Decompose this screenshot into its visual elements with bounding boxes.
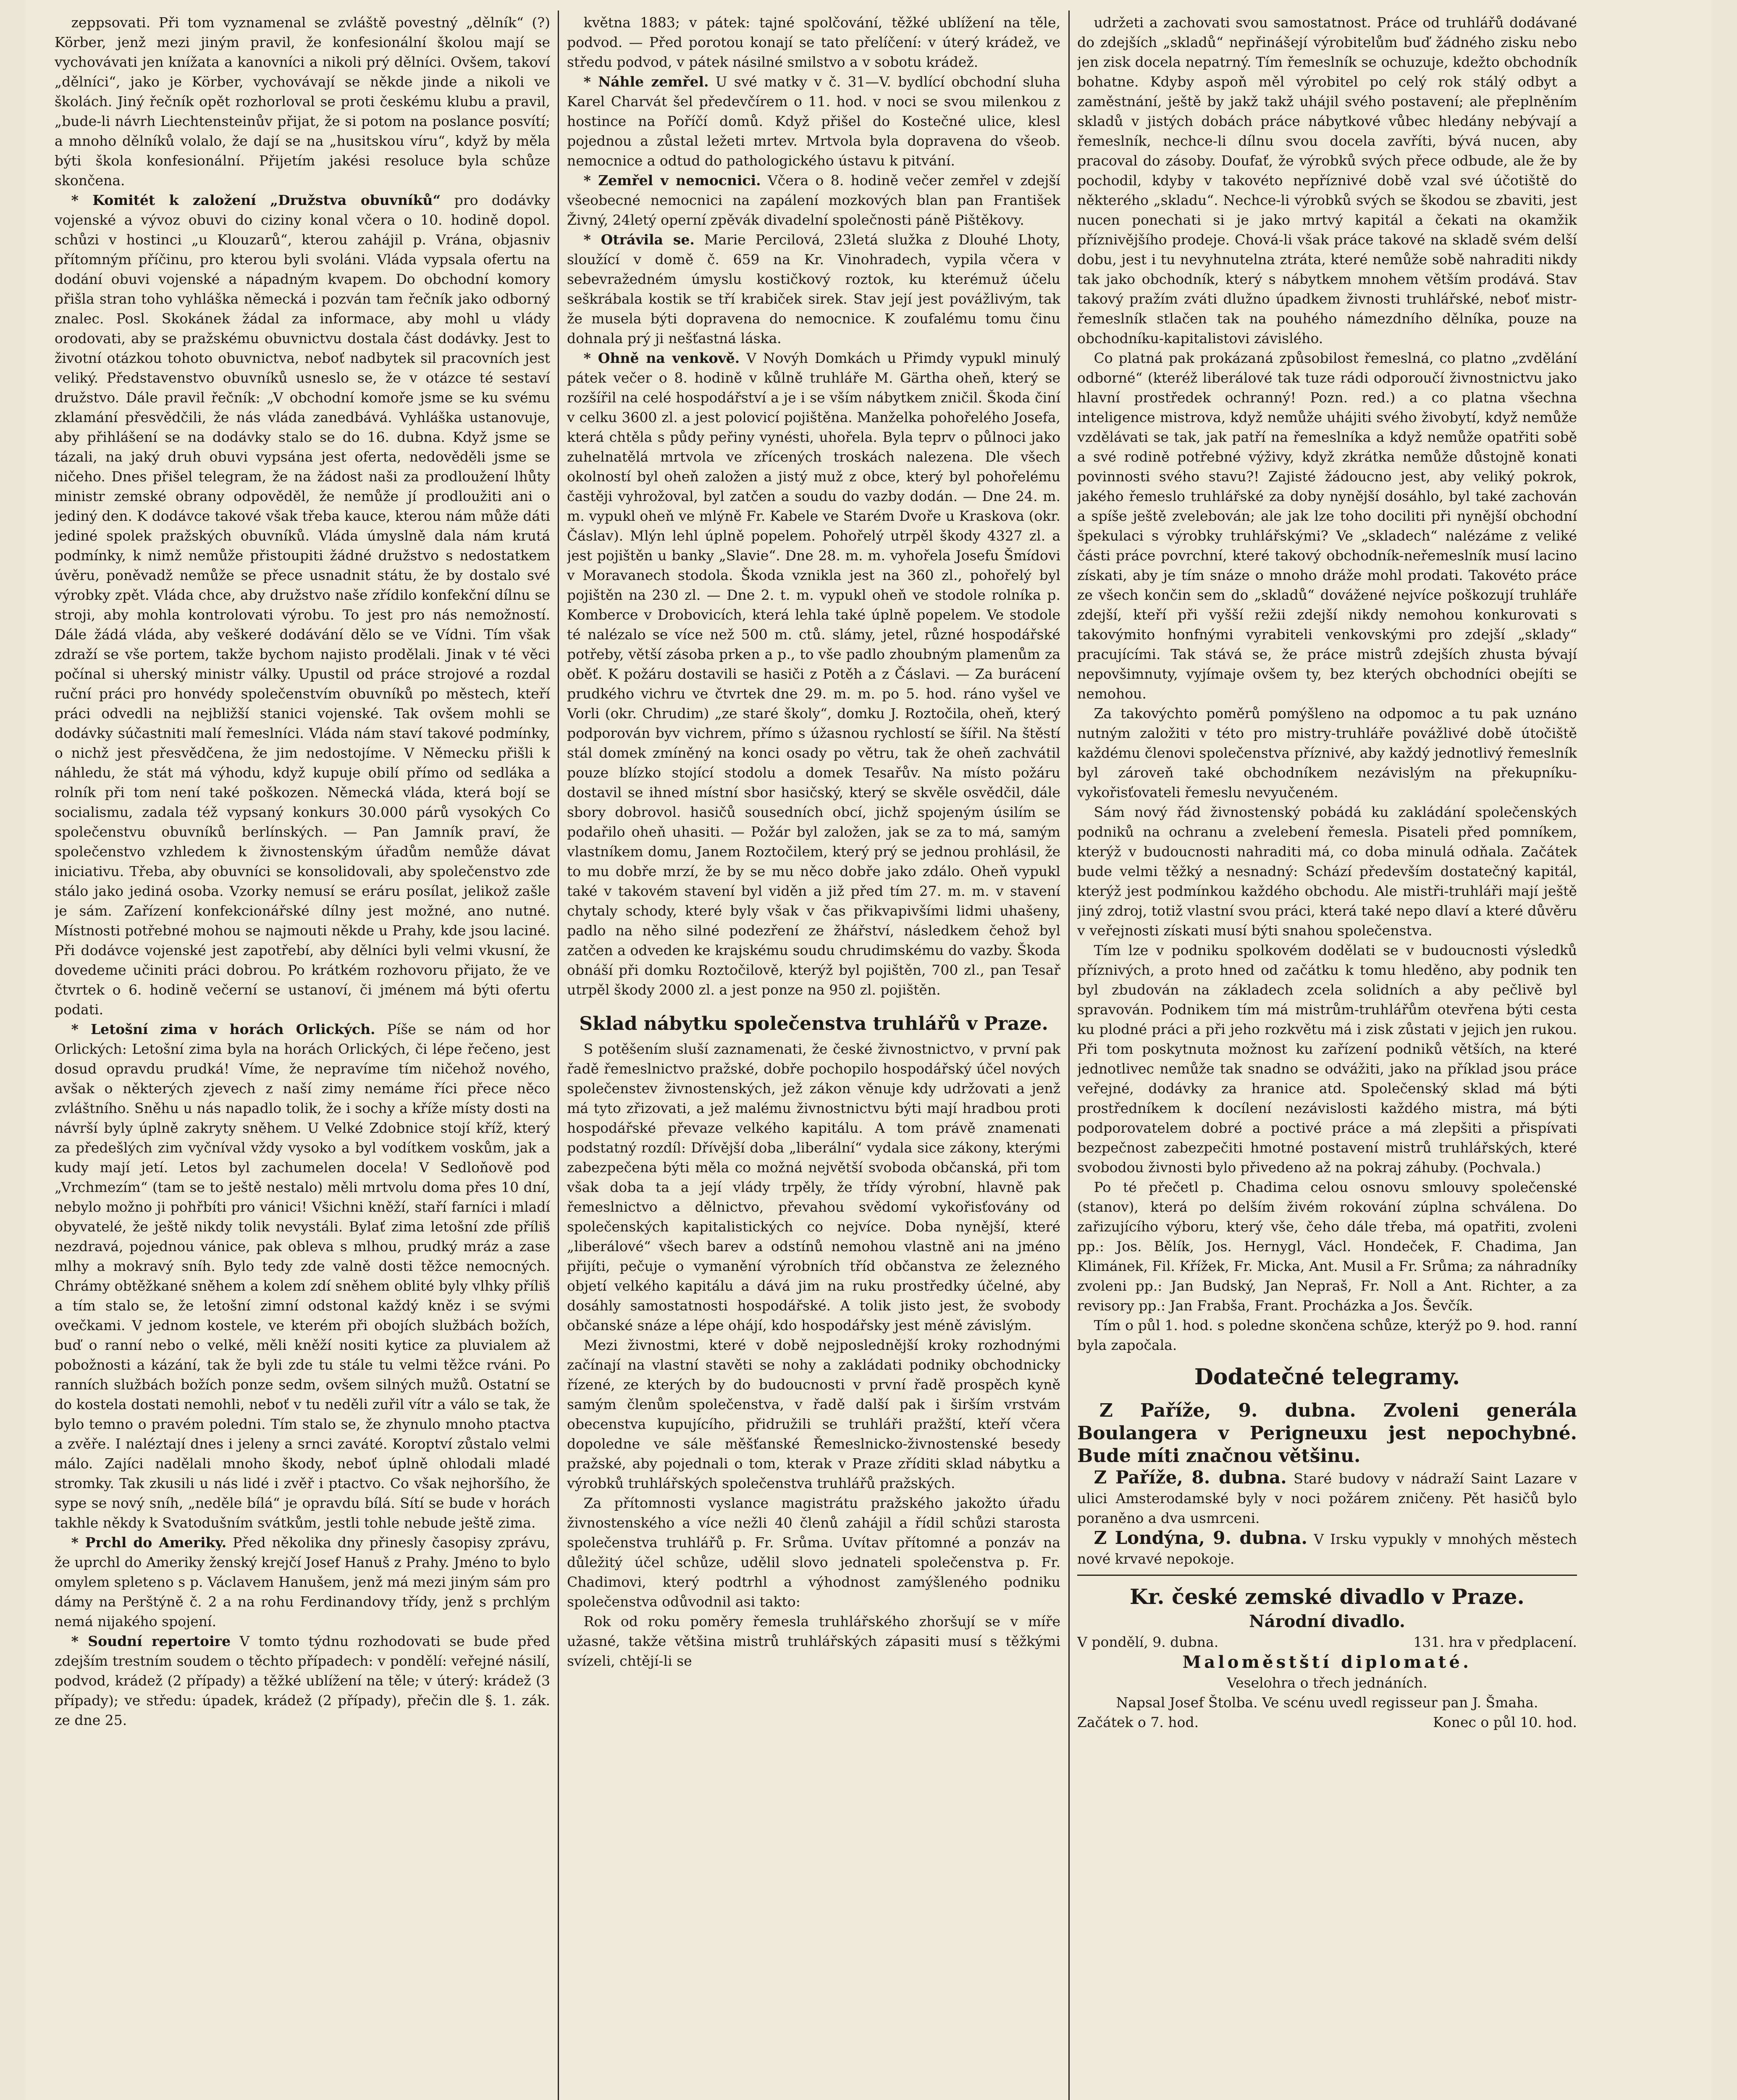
article-headline: * Prchl do Ameriky. bbox=[71, 1534, 227, 1551]
article-paragraph: zeppsovati. Při tom vyznamenal se zvláště povestný „dělník“ (?) Körber, jenž mezi jiným pravil, že konfesionální školou mají se vychovávati jen knížata a kanovníci a nikoli prý dělníci. Ovšem, takoví „dělníci“, jako je Körber, vychovávají se někde jinde a nikoli ve školách. Jiný řečník opět rozhorloval se proti českému klubu a pravil, „bude-li návrh Liechtensteinův přijat, že si potom na poslance posvítí; a mnoho dělníků volalo, že dají se na „husitskou víru“, když by měla býti škola konfesionální. Přijetím jakési resoluce byla schůze skončena. bbox=[55, 14, 550, 189]
column-rule bbox=[558, 10, 559, 2100]
article-paragraph: Po té přečetl p. Chadima celou osnovu smlouvy společenské (stanov), která po delším živém rokování zúplna schválena. Do zařizujícího výboru, který vše, čeho dále třeba, má opatřiti, zvoleni pp.: Jos. Bělík, Jos. Hernygl, Václ. Hondeček, F. Chadima, Jan Klimánek, Fil. Křížek, Fr. Micka, Ant. Musil a Fr. Srůma; za náhradníky zvoleni pp.: Jan Budský, Jan Nepraš, Fr. Noll a Ant. Richter, a za revisory pp.: Jan Frabša, Frant. Procházka a Jos. Ševčík. bbox=[1077, 1179, 1577, 1314]
article-paragraph: Rok od roku poměry řemesla truhlářského zhoršují se v míře užasné, takže většina mistrů truhlářských zápasiti musí s těžkými svízeli, chtějí-li se bbox=[567, 1613, 1060, 1669]
theatre-subtitle: Národní divadlo. bbox=[1249, 1612, 1405, 1631]
telegram-dateline: Z Paříže, 8. dubna. bbox=[1094, 1467, 1287, 1488]
article-paragraph: udržeti a zachovati svou samostatnost. Práce od truhlářů dodávané do zdejších „skladů“ nepřinášejí výrobitelům buď žádného zisku nebo jen zisk docela nepatrný. Tím řemeslník se ochuzuje, kdežto obchodník bohatne. Kdyby aspoň měl výrobitel po celý rok stálý odbyt a zaměstnání, ještě by jakž takž uhájil svého postavení; ale přeplněním skladů v jistých dobách práce nábytkové vůbec hledány nebývají a řemeslník, nechce-li dílnu svou docela zavříti, bývá nucen, aby pracoval do zásoby. Doufať, že výrobků svých přece odbude, ale že by pochodil, kdyby v takovéto nepříznivé době vzal své účotiště do některého „skladu“. Nechce-li výrobků svých se škodou se zbaviti, jest nucen ponechati si je jako mrtvý kapitál a čekati na okamžik příznivějšího prodeje. Chová-li však práce takové na skladě svém delší dobu, jest i tu nevyhnutelna ztráta, které nemůže sobě nahraditi nikdy tak jako obchodník, který s nábytkem mnohem větším prodává. Stav takový pražím zváti dlužno úpadkem živnosti truhlářské, neboť mistr-řemeslník stlačen tak na pouhého námezdního dělníka, pouze na obchodníku-kapitalistovi závislého. bbox=[1077, 14, 1577, 346]
programme-author: Napsal Josef Štolba. Ve scénu uvedl regisseur pan J. Šmaha. bbox=[1116, 1694, 1538, 1711]
article-headline: * Otrávila se. bbox=[583, 231, 695, 248]
telegram-body: Staré budovy v nádraží Saint Lazare v ulici Amsterodamské byly v noci požárem zničeny. Pět hasičů bylo poraněno a dva usmrceni. bbox=[1077, 1470, 1577, 1526]
article-headline: * Letošní zima v horách Orlických. bbox=[71, 1021, 375, 1037]
column-rule bbox=[1068, 10, 1070, 2100]
article-paragraph: Tím lze v podniku spolkovém dodělati se v budoucnosti výsledků příznivých, a proto hned od začátku k tomu hleděno, aby podnik ten byl zbudován na základech zcela solidních a aby pečlivě byl spravován. Podnikem tím má mistrům-truhlářům otevřena býti cesta ku plodné práci a při jeho rozkvětu má i zisk zůstati v jejich jen rukou. Při tom poskytnuta možnost ku zařízení podniků větších, na které jednotlivec nemůže tak snadno se odvážiti, jako na příklad jsou práce veřejné, dodávky za hranice atd. Společenský sklad má býti prostředníkem k docílení nezávislosti každého mistra, má býti podporovatelem dobré a poctivé práce a má zlepšiti a přispívati bezpečnost zabezpečiti hmotné postavení mistrů truhlářských, které svobodou živnosti bylo přivedeno až na pokraj záhuby. (Pochvala.) bbox=[1077, 942, 1577, 1176]
article-died-suddenly bbox=[567, 72, 1060, 171]
article-poisoning bbox=[567, 230, 1060, 348]
newspaper-page bbox=[25, 0, 1712, 2100]
programme-start: Začátek o 7. hod. bbox=[1077, 1714, 1199, 1730]
programme-genre: Veselohra o třech jednáních. bbox=[1227, 1675, 1427, 1691]
programme-day: V pondělí, 9. dubna. bbox=[1077, 1634, 1219, 1650]
article-headline: * Soudní repertoire bbox=[71, 1633, 231, 1649]
programme-play-title: Maloměstští diplomaté. bbox=[1182, 1652, 1472, 1672]
article-headline: * Komitét k založení „Družstva obuvníků“ bbox=[71, 192, 441, 208]
article-body: U své matky v č. 31—V. bydlící obchodní sluha Karel Charvát šel předevčírem o 11. hod. v noci se svou milenkou z hostince na Poříčí domů. Když přišel do Kostečné ulice, klesl pojednou a zůstal ležeti mrtev. Mrtvola byla dopravena do všeob. nemocnice a odtud do pathologického ústavu k pitvání. bbox=[567, 74, 1060, 169]
article-paragraph: Mezi živnostmi, které v době nejposlednější kroky rozhodnými začínají na vlastní stavěti se nohy a zakládati podniky obchodnicky řízené, ze kterých by do budoucnosti v první řadě prospěch kyně samým členům společenstva, v řadě další pak i širším vrstvám obecenstva kupujícího, přidružili se truhláři pražští, kteří včera dopoledne ve sále měšťanské Řemeslnicko-živnostenské besedy pražské, aby pojednali o tom, kterak v Praze zříditi sklad nábytku a výrobků truhlářských společenstva truhlářů pražských. bbox=[567, 1337, 1060, 1491]
section-divider bbox=[1077, 1575, 1577, 1576]
article-body: V tomto týdnu rozhodovati se bude před zdejším trestním soudem o těchto případech: v pondělí: veřejné násilí, podvod, krádež (2 případy) a těžké ublížení na těle; v úterý: krádež (3 případy); ve středu: úpadek, krádež (2 případy), přečin dle §. 1. zák. ze dne 25. bbox=[55, 1633, 550, 1728]
section-heading: Sklad nábytku společenstva truhlářů v Praze. bbox=[579, 1013, 1048, 1034]
column-1 bbox=[55, 13, 550, 1730]
article-winter bbox=[55, 1019, 550, 1533]
article-paragraph: Za takovýchto poměrů pomýšleno na odpomoc a tu pak uznáno nutným založiti v této pro mistry-truhláře povážlivé době útočiště každému členovi společenstva příznivé, aby každý jednotlivý řemeslník byl zároveň také obchodníkem nezávislým na překupníku-vykořisťovateli řemeslu nevyučeném. bbox=[1077, 705, 1577, 801]
telegram-paris-boulanger: Z Paříže, 9. dubna. Zvoleni generála Boulangera v Perigneuxu jest nepochybné. Bude míti značnou většinu. bbox=[1077, 1400, 1577, 1467]
programme-times-row bbox=[1077, 1712, 1577, 1732]
telegrams-heading: Dodatečné telegramy. bbox=[1194, 1364, 1460, 1390]
article-paragraph: Tím o půl 1. hod. s poledne skončena schůze, kterýž po 9. hod. ranní byla započala. bbox=[1077, 1317, 1577, 1353]
article-headline: * Náhle zemřel. bbox=[583, 74, 709, 90]
article-headline: * Zemřel v nemocnici. bbox=[583, 172, 761, 189]
column-2 bbox=[567, 13, 1060, 1671]
programme-subscription: 131. hra v předplacení. bbox=[1413, 1634, 1577, 1650]
telegram-body: V Irsku vypukly v mnohých městech nové krvavé nepokoje. bbox=[1077, 1531, 1577, 1567]
article-paragraph: Co platná pak prokázaná způsobilost řemeslná, co platno „zvdělání odborné“ (kteréž liberálové tak tuze rádi odporoučí živnostnictvu jako hlavní prostředek ochranný! Pozn. red.) a co platna všechna inteligence mistrova, když nemůže uhájiti svého živobytí, když nemůže vzdělávati se tak, jak patří na řemeslníka a když nemůže opatřiti sobě a své rodině potřebné výživy, když zkrátka nemůže důstojně konati povinnosti svého stavu?! Zajisté žádoucno jest, aby veliký pokrok, jakého řemeslo truhlářské za doby nynější dosáhlo, byl také zachován a spíše ještě zvelebován; ale jak lze toho dociliti při nynější obchodní špekulaci s výrobky truhlářskými? Ve „skladech“ nalézáme z veliké části práce povrchní, které takový obchodník-neřemeslník musí lacino získati, aby je tím snáze o mnoho dráže mohl prodati. Takovéto práce ze všech končin sem do „skladů“ dovážené nejvíce poškozují truhláře zdejší, kteří při vyšší režii zdejší nikdy nemohou konkurovati s takovýmito honfnými vyrabiteli venkovskými pro zdejší „sklady“ pracujícími. Tak stává se, že práce mistrů zdejších zhusta bývají nepovšimnuty, vyjímaje ovšem ty, bez kterých obchodníci obejíti se nemohou. bbox=[1077, 350, 1577, 702]
programme-end: Konec o půl 10. hod. bbox=[1433, 1714, 1577, 1730]
telegram-dateline: Z Londýna, 9. dubna. bbox=[1094, 1528, 1308, 1548]
article-shoemakers bbox=[55, 190, 550, 1019]
theatre-title: Kr. české zemské divadlo v Praze. bbox=[1130, 1584, 1524, 1609]
article-paragraph: Sám nový řád živnostenský pobádá ku zakládání společenských podniků na ochranu a zvelebení řemesla. Pisateli před pomníkem, kterýž v budoucnosti nahraditi má, co doba minulá odňala. Začátek bude velmi těžký a nesnadný: Schází především dostatečný kapitál, kterýž jest podmínkou každého obchodu. Ale mistři-truhláři mají ještě jiný zdroj, totiž vlastní svou práci, která také nepo dlaví a které důvěru v veřejnosti získati musí býti snahou společenstva. bbox=[1077, 804, 1577, 939]
article-court bbox=[55, 1631, 550, 1730]
article-america bbox=[55, 1533, 550, 1631]
column-3 bbox=[1077, 13, 1577, 1732]
article-body: V Novýh Domkách u Přimdy vypukl minulý pátek večer o 8. hodině v kůlně truhláře M. Gärtha oheň, který se rozšířil na celé hospodářství a je i se vším nábytkem zničil. Škoda činí v celku 3600 zl. a jest polovicí pojištěna. Manželka pohořelého Josefa, která chtěla s půdy peřiny vynésti, uhořela. Byla teprv o půlnoci jako zuhelnatělá mrtvola ve zřícených troskách nalezena. Dle všech okolností byl oheň založen a jistý muž z obce, který byl pohořelému častěji vyhrožoval, byl zatčen a soudu do vazby dodán. — Dne 24. m. m. vypukl oheň ve mlýně Fr. Kabele ve Starém Dvoře u Kraskova (okr. Čáslav). Mlýn lehl úplně popelem. Pohořelý utrpěl škody 4327 zl. a jest pojištěn u banky „Slavie“. Dne 28. m. m. vyhořela Josefu Šmídovi v Moravanech stodola. Škoda vznikla jest na 360 zl., pohořelý byl pojištěn na 230 zl. — Dne 2. t. m. vypukl oheň ve stodole rolníka p. Komberce v Drobovicích, která lehla také úplně popelem. Ve stodole té nalézalo se více než 500 m. ctů. slámy, jetel, různé hospodářské potřeby, větší zásoba prken a p., to vše padlo zhoubným plamenům za oběť. K požáru dostavili se hasiči z Potěh a z Čáslavi. — Za burácení prudkého vichru ve čtvrtek dne 29. m. m. po 5. hod. ráno vyšel ve Vorli (okr. Chrudim) „ze staré školy“, domku J. Roztočila, oheň, který podporován byv vichrem, přímo s úžasnou rychlostí se šířil. Na štěstí stál domek zmíněný na konci osady po větru, tak že oheň zachvátil pouze blízko stojící stodolu a domek Tesařův. Na místo požáru dostavil se ihned místní sbor hasičský, který se skvěle osvědčil, dále sbory dobrovol. hasičů sousedních obcí, jichž spojeným úsilím se podařilo oheň uhasiti. — Požár byl založen, jak se za to má, samým vlastníkem domu, Janem Roztočilem, který prý se jednou prohlásil, že to mu dobře mrzí, že by se mu něco dobře jako zdálo. Oheň vypukl také v takovém stavení byl viděn a již před tím 27. m. m. v stavení chytaly schody, které byly však v čas přikvapivšími lidmi uhašeny, padlo na něho silné podezření ze žhářství, následkem čehož byl zatčen a odveden ke krajskému soudu chrudimskému do vazby. Škoda obnáší při domku Roztočilově, kterýž byl pojištěn, 700 zl., pan Tesař utrpěl škody 2000 zl. a jest ponze na 950 zl. pojištěn. bbox=[567, 350, 1060, 998]
article-headline: * Ohně na venkově. bbox=[583, 350, 740, 366]
programme-date-row bbox=[1077, 1632, 1577, 1652]
article-body: Píše se nám od hor Orlických: Letošní zima byla na horách Orlických, či lépe řečeno, jest dosud opravdu prudká! Víme, že nepravíme tím ničehož nového, avšak o některých zjevech z naší zimy nemáme říci přece něco zvláštního. Sněhu u nás napadlo tolik, že i sochy a kříže místy dosti na návrší byly úplně zakryty sněhem. U Velké Zdobnice stojí kříž, který za předešlých zim vyčníval vždy vysoko a byl vodítkem voskům, jak a kudy mají jetí. Letos byl zachumelen docela! V Sedloňově pod „Vrchmezím“ (tam se to ještě nestalo) měli mrtvolu doma přes 10 dní, nebylo možno ji pohřbíti pro vánici! Všichni kněží, staří farníci i mladí obyvatelé, že ještě nikdy tolik nevystáli. Bylať zima letošní zde příliš nezdravá, pojednou vánice, pak obleva s mlhou, prudký mráz a zase mlhy a mokravý sníh. Bylo tedy zde valně dosti těžce nemocných. Chrámy obtěžkané sněhem a kolem zdí sněhem oblité byly vlhky příliš a tím stalo se, že letošní zimní odstonal každý kněz i se svými ovečkami. V jednom kostele, ve kterém při obojích službách božích, buď o ranní nebo o velké, měli kněží nositi kytice za pluvialem až pobožnosti a kázání, tak že byli zde tu stále tu velmi těžce rváni. Po ranních službách božích ponze sedm, ovšem silných mužů. Ostatní se do kostela dostati nemohli, neboť v tu neděli zuřil vítr a válo se tak, že bylo temno o pravém poledni. Tím stalo se, že zhynulo mnoho ptactva a zvěře. I naléztají dnes i jeleny a srnci zaváté. Koroptví zůstalo velmi málo. Zajíci nadělali mnoho škody, neboť úplně ohlodali mladé stromky. Tak zkusili u nás lidé i zvěř i ptactvo. Co však nejhoršího, že sype se nový sníh, „neděle bílá“ je opravdu bílá. Sítí se bude v horách takhle někdy k Svatodušním svátkům, jestli tohle nebude ještě zima. bbox=[55, 1021, 550, 1531]
article-body: Marie Percilová, 23letá služka z Dlouhé Lhoty, sloužící v domě č. 659 na Kr. Vinohradech, vypila včera v sebevražedném úmyslu kostičkový roztok, ku kterémuž účelu seškrábala kostik se tří krabiček sirek. Stav její jest povážlivým, tak že musela býti dopravena do nemocnice. K zoufalému tomu činu dohnala prý ji nešťastná láska. bbox=[567, 231, 1060, 346]
article-body: pro dodávky vojenské a vývoz obuvi do ciziny konal včera o 10. hodině dopol. schůzi v hostinci „u Klouzarů“, kterou zahájil p. Vrána, objasniv přítomným příčinu, pro kterou byli svoláni. Vláda vypsala ofertu na dodání obuvi vojenské a nápadným kvapem. Do obchodní komory přišla stran toho vyhláška německá i pozván tam řečník jako odborný znalec. Posl. Skokánek žádal za informace, aby mohl u vlády orodovati, aby se pražskému obuvnictvu dostala část dodávky. Jest to životní otázkou tohoto obuvnictva, neboť nadbytek sil pracovních jest veliký. Představenstvo obuvníků usneslo se, že v otázce té sestaví družstvo. Dále pravil řečník: „V obchodní komoře jsme se ku svému zklamání přesvědčili, že nás vláda zanedbává. Vyhláška ustanovuje, aby přihlášení se na dodávky stalo se do 16. dubna. Když jsme se tázali, na jaký druh obuvi vypsána jest oferta, nedověděli jsme se ničeho. Dnes přišel telegram, že na žádost naši za prodloužení lhůty ministr zemské obrany odpověděl, že nemůže jí prodloužiti ani o jediný den. K dodávce takové však třeba kauce, kterou nám může dáti jediné spolek pražských obuvníků. Vláda úmyslně dala nám krutá podmínky, k nimž nemůže přistoupiti žádné družstvo s nedostatkem úvěru, poněvadž nemůže se přece usnadnit státu, že by dostalo své výrobky zpět. Vláda chce, aby družstvo naše zřídilo konfekční dílnu se stroji, aby mohla kontrolovati výrobu. To jest pro nás nemožností. Dále žádá vláda, aby veškeré dodávání dělo se ve Vídni. Tím však zdraží se vše portem, takže bychom najisto prodělali. Jinak v té věci počínal si uherský ministr války. Upustil od práce strojové a rozdal ruční práci pro honvédy společenstvím obuvníků po městech, kteří práci odvedli na nejbližší stanici vojenské. Tak ovšem mohli se dodávky súčastniti malí řemeslníci. Vláda nám staví takové podmínky, o nichž jest přesvědčena, že jim nedostojíme. V Německu přišli k náhledu, že stát má výhodu, když kupuje obilí přímo od sedláka a rolník při tom není také poškozen. Německá vláda, která bojí se socialismu, zadala též vypsaný konkurs 30.000 párů vysokých Co společenstvu obuvníků berlínských. — Pan Jamník praví, že společenstvo vzhledem k živnostenským úřadům nemůže dávat iniciativu. Třeba, aby obuvníci se konsolidovali, aby společenstvo zde stálo jako jediná osoba. Vzorky nemusí se eráru posílat, jelikož zašle je sám. Zařízení konfekcionářské dílny jest možné, ano nutné. Místnosti potřebné mohou se najmouti někde u Prahy, kde jsou laciné. Při dodávce vojenské jest zapotřebí, aby dělníci byli velmi vkusní, že dovedeme učiniti práci dobrou. Po krátkém rozhovoru přijato, že ve čtvrtek o 6. hodině večerní se ustanoví, či jménem má býti ofertu podati. bbox=[55, 192, 550, 1018]
article-body: Včera o 8. hodině večer zemřel v zdejší všeobecné nemocnici na zapálení mozkových blan pan František Živný, 24letý operní zpěvák divadelní společnosti páně Pištěkovy. bbox=[567, 172, 1060, 228]
article-paragraph: S potěšením sluší zaznamenati, že české živnostnictvo, v první pak řadě řemeslnictvo pražské, dobře pochopilo hospodářský účel nových společenstev živnostenských, jež zákon věnuje kdy udržovati a jenž má tyto zřizovati, a jež malému živnostnictvu býti mají hradbou proti hospodářské převaze velkého kapitálu. A tom právě znamenati podstatný rozdíl: Dřívější doba „liberální“ vydala sice zákony, kterými zabezpečena býti měla co možná největší svoboda občanská, při tom však doba ta a její vlády trpěly, že třídy výrobní, hlavně pak řemeslnictvo a dělnictvo, převahou svědomí vykořisťovány od společenských kapitalistických co nejvíce. Doba nynější, které „liberálové“ všech barev a odstínů nemohou vlastně ani na jméno přijíti, pečuje o vymanění výrobních tříd občanstva ze železného objetí velkého kapitálu a dává jim na ruku prostředky účelné, aby dosáhly samostatnosti hospodářské. A tolik jisto jest, že svobody občanské snáze a lépe ohájí, kdo hospodářsky jest méně závislým. bbox=[567, 1041, 1060, 1334]
article-paragraph: Za přítomnosti vyslance magistrátu pražského jakožto úřadu živnostenského a více nežli 40 členů zahájil a řídil schůzi starosta společenstva truhlářů p. Fr. Srůma. Uvítav přítomné a ponzáv na důležitý účel schůze, udělil slovo jednateli společenstva p. Fr. Chadimovi, který podtrhl a výhodnost zamýšleného podniku společenstva odůvodnil asi takto: bbox=[567, 1495, 1060, 1610]
telegram-paris-fire bbox=[1077, 1467, 1577, 1528]
telegram-london bbox=[1077, 1528, 1577, 1569]
article-fires bbox=[567, 348, 1060, 1000]
article-body: Před několika dny přinesly časopisy zprávu, že uprchl do Ameriky ženský krejčí Josef Hanuš z Prahy. Jméno to bylo omylem spleteno s p. Václavem Hanušem, jenž má mezi jiným sám pro dámy na Perštýně č. 2 a na rohu Ferdinandovy třídy, jenž s prchlým nemá nijakého spojení. bbox=[55, 1534, 550, 1630]
article-paragraph: května 1883; v pátek: tajné spolčování, těžké ublížení na těle, podvod. — Před porotou konají se tato přelíčení: v úterý krádež, ve středu podvod, v pátek násilné smilstvo a v sobotu krádež. bbox=[567, 14, 1060, 70]
article-hospital bbox=[567, 171, 1060, 230]
